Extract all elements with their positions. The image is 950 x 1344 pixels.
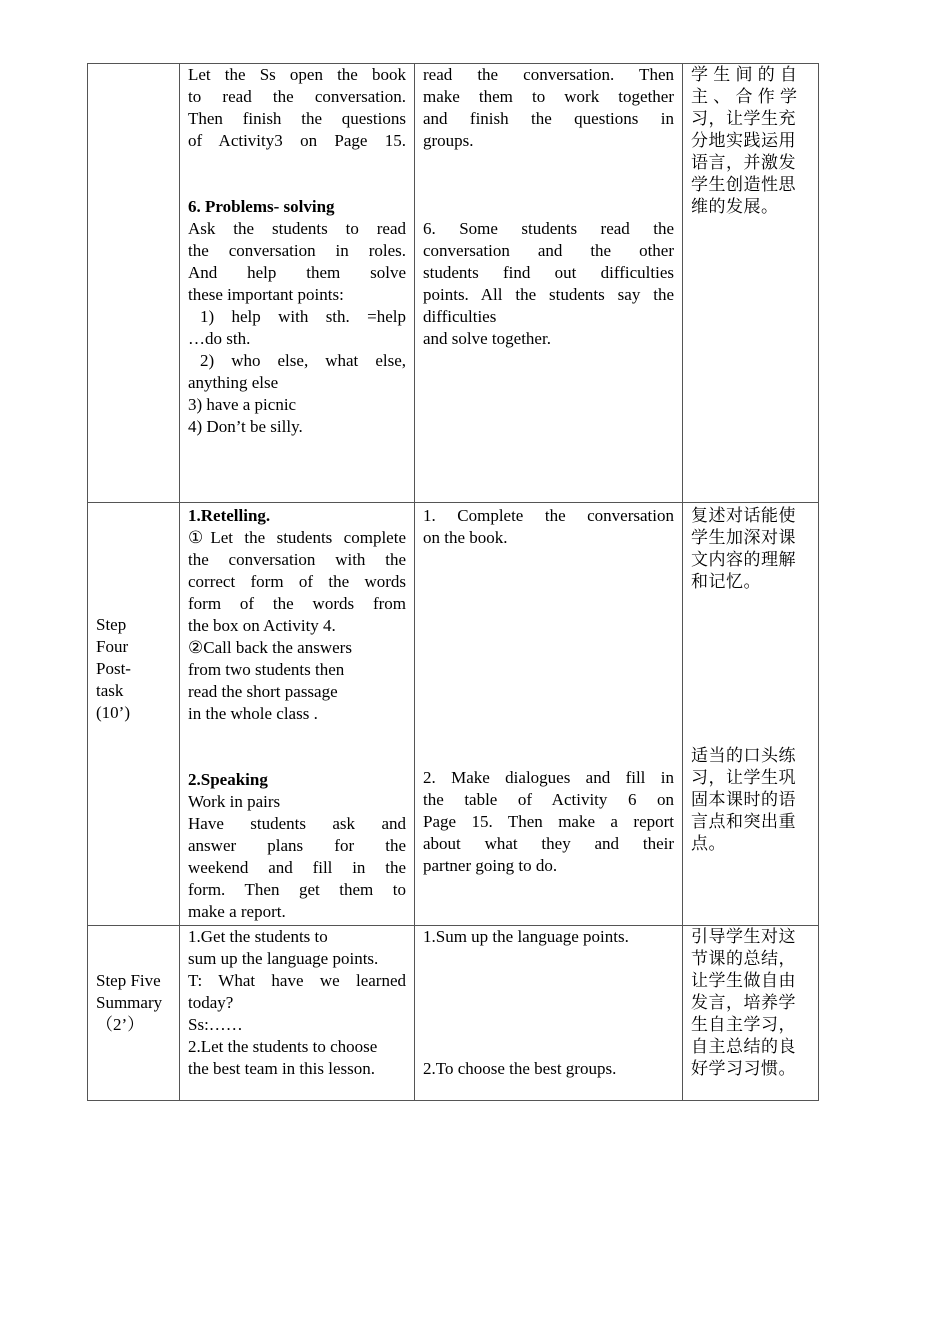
cell-text-line: 让学生做自由	[691, 971, 796, 990]
cell-text-line: 学 生 间 的 自	[691, 65, 798, 84]
table-column-border	[179, 63, 180, 1101]
table-row-border	[87, 502, 819, 503]
cell-text-line: Let the Ss open the book	[188, 65, 406, 84]
cell-text-line: the box on Activity 4.	[188, 616, 336, 635]
cell-text-line: …do sth.	[188, 329, 251, 348]
cell-text-line: and solve together.	[423, 329, 551, 348]
cell-text-line: 1) help with sth. =help	[200, 307, 406, 326]
cell-text-line: (10’)	[96, 703, 130, 722]
cell-text-line: Then finish the questions	[188, 109, 406, 128]
cell-text-line: 复述对话能使	[691, 506, 796, 525]
cell-text-line: points. All the students say the	[423, 285, 674, 304]
cell-text-line: from two students then	[188, 660, 345, 679]
cell-text-line: and finish the questions in	[423, 109, 674, 128]
cell-text-line: T: What have we learned	[188, 971, 406, 990]
cell-text-line: of Activity3 on Page 15.	[188, 131, 406, 150]
cell-text-line: today?	[188, 993, 234, 1012]
table-column-border	[87, 63, 88, 1101]
cell-text-line: partner going to do.	[423, 856, 558, 875]
cell-text-line: 2. Make dialogues and fill in	[423, 768, 674, 787]
cell-text-line: 1.Retelling.	[188, 506, 271, 525]
cell-text-line: 分地实践运用	[691, 131, 796, 150]
table-row-border	[87, 1100, 819, 1101]
cell-text-line: 1.Sum up the language points.	[423, 927, 629, 946]
cell-text-line: make them to work together	[423, 87, 674, 106]
cell-text-line: to read the conversation.	[188, 87, 406, 106]
cell-text-line: Work in pairs	[188, 792, 281, 811]
cell-text-line: Ask the students to read	[188, 219, 406, 238]
cell-text-line: 节课的总结，	[691, 949, 796, 968]
cell-text-line: answer plans for the	[188, 836, 406, 855]
cell-text-line: 生自主学习，	[691, 1015, 796, 1034]
cell-text-line: groups.	[423, 131, 474, 150]
table-column-border	[682, 63, 683, 1101]
cell-text-line: the conversation in roles.	[188, 241, 406, 260]
cell-text-line: 点。	[691, 834, 726, 853]
cell-text-line: 引导学生对这	[691, 927, 796, 946]
cell-text-line: about what they and their	[423, 834, 674, 853]
cell-text-line: Post-	[96, 659, 131, 678]
cell-text-line: And help them solve	[188, 263, 406, 282]
cell-text-line: 3) have a picnic	[188, 395, 297, 414]
table-column-border	[818, 63, 819, 1101]
cell-text-line: Have students ask and	[188, 814, 406, 833]
cell-text-line: in the whole class .	[188, 704, 318, 723]
cell-text-line: 1. Complete the conversation	[423, 506, 674, 525]
cell-text-line: Summary	[96, 993, 163, 1012]
cell-text-line: 学生加深对课	[691, 528, 796, 547]
cell-text-line: on the book.	[423, 528, 508, 547]
cell-text-line: 6. Problems- solving	[188, 197, 335, 216]
cell-text-line: conversation and the other	[423, 241, 674, 260]
cell-text-line: 习，让学生巩	[691, 768, 796, 787]
cell-text-line: difficulties	[423, 307, 497, 326]
cell-text-line: （2’）	[96, 1015, 145, 1034]
cell-text-line: 学生创造性思	[691, 175, 796, 194]
cell-text-line: the conversation with the	[188, 550, 406, 569]
cell-text-line: 文内容的理解	[691, 550, 796, 569]
cell-text-line: 维的发展。	[691, 197, 779, 216]
cell-text-line: Step	[96, 615, 127, 634]
cell-text-line: 主 、 合 作 学	[691, 87, 798, 106]
cell-text-line: form. Then get them to	[188, 880, 406, 899]
cell-text-line: form of the words from	[188, 594, 406, 613]
cell-text-line: ②Call back the answers	[188, 638, 352, 657]
cell-text-line: the best team in this lesson.	[188, 1059, 375, 1078]
cell-text-line: 1.Get the students to	[188, 927, 328, 946]
cell-text-line: Page 15. Then make a report	[423, 812, 674, 831]
cell-text-line: 言点和突出重	[691, 812, 796, 831]
cell-text-line: these important points:	[188, 285, 344, 304]
cell-text-line: Step Five	[96, 971, 161, 990]
cell-text-line: make a report.	[188, 902, 286, 921]
cell-text-line: Ss:……	[188, 1015, 243, 1034]
cell-text-line: 习，让学生充	[691, 109, 796, 128]
cell-text-line: correct form of the words	[188, 572, 406, 591]
cell-text-line: read the conversation. Then	[423, 65, 674, 84]
cell-text-line: weekend and fill in the	[188, 858, 406, 877]
cell-text-line: 发言，培养学	[691, 993, 796, 1012]
table-column-border	[414, 63, 415, 1101]
cell-text-line: 和记忆。	[691, 572, 761, 591]
cell-text-line: ①Let the students complete	[188, 528, 406, 547]
cell-text-line: task	[96, 681, 124, 700]
cell-text-line: anything else	[188, 373, 279, 392]
cell-text-line: read the short passage	[188, 682, 338, 701]
cell-text-line: 2.Let the students to choose	[188, 1037, 378, 1056]
cell-text-line: 语言，并激发	[691, 153, 796, 172]
cell-text-line: 2.Speaking	[188, 770, 268, 789]
cell-text-line: 4) Don’t be silly.	[188, 417, 303, 436]
cell-text-line: Four	[96, 637, 129, 656]
cell-text-line: sum up the language points.	[188, 949, 379, 968]
cell-text-line: 6. Some students read the	[423, 219, 674, 238]
cell-text-line: 2) who else, what else,	[200, 351, 406, 370]
cell-text-line: 适当的口头练	[691, 746, 796, 765]
cell-text-line: 2.To choose the best groups.	[423, 1059, 617, 1078]
cell-text-line: students find out difficulties	[423, 263, 674, 282]
cell-text-line: 固本课时的语	[691, 790, 796, 809]
cell-text-line: the table of Activity 6 on	[423, 790, 674, 809]
cell-text-line: 自主总结的良	[691, 1037, 796, 1056]
cell-text-line: 好学习习惯。	[691, 1059, 796, 1078]
